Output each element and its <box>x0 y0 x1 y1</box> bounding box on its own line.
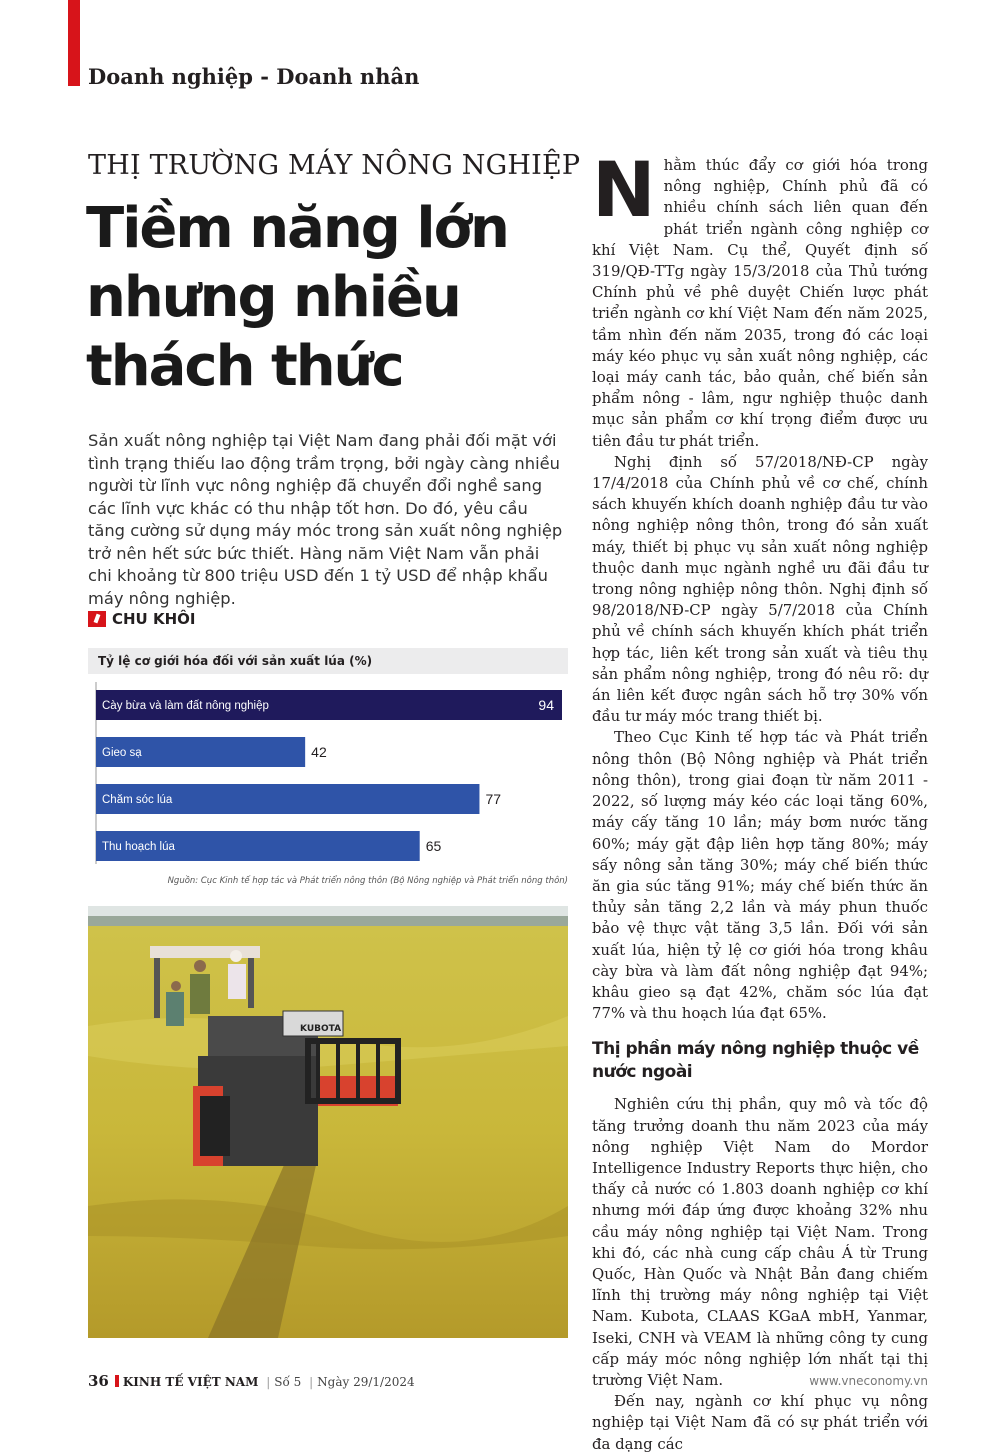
body-paragraph: Nhằm thúc đẩy cơ giới hóa trong nông nghiệp, Chính phủ đã có nhiều chính sách liên quan đến phát triển ngành công nghiệp cơ khí Việt Nam. Cụ thể, Quyết định số 319/QĐ-TTg ngày 15/3/2018 của Thủ tướng Chính phủ về phê duyệt Chiến lược phát triển ngành cơ khí Việt Nam đến năm 2025, tầm nhìn đến năm 2035, trong đó các loại máy kéo phục vụ sản xuất nông nghiệp, các loại máy canh tác, bảo quản, chế biến sản phẩm nông - lâm, ngư nghiệp thuộc danh mục sản phẩm cơ khí trọng điểm được ưu tiên đầu tư phát triển. <box>592 145 928 450</box>
chart-source: Nguồn: Cục Kinh tế hợp tác và Phát triển nông thôn (Bộ Nông nghiệp và Phát triển nông thôn) <box>167 876 568 886</box>
chart-title: Tỷ lệ cơ giới hóa đối với sản xuất lúa (%) <box>88 648 568 674</box>
body-paragraph: Đến nay, ngành cơ khí phục vụ nông nghiệp tại Việt Nam đã có sự phát triển với đa dạng các <box>592 1392 928 1453</box>
article-subheading: Thị phần máy nông nghiệp thuộc về nước ngoài <box>592 1039 919 1083</box>
chart-value-label: 42 <box>311 744 327 760</box>
article-kicker: THỊ TRƯỜNG MÁY NÔNG NGHIỆP <box>88 150 581 181</box>
article-lead: Sản xuất nông nghiệp tại Việt Nam đang phải đối mặt với tình trạng thiếu lao động trầm trọng, bởi ngày càng nhiều người từ lĩnh vực nông nghiệp đã chuyển đổi nghề sang các lĩnh vực khác có thu nhập tốt hơn. Do đó, yêu cầu tăng cường sử dụng máy móc trong sản xuất nông nghiệp trở nên hết sức bức thiết. Hàng năm Việt Nam vẫn phải chi khoảng từ 800 triệu USD đến 1 tỷ USD để nhập khẩu máy nông nghiệp. <box>88 431 563 608</box>
chart-category-label: Gieo sạ <box>102 747 142 759</box>
harvest-photo <box>88 906 568 1338</box>
article-headline <box>86 194 508 401</box>
chart-value-label: 94 <box>538 697 554 713</box>
author-byline <box>88 610 195 628</box>
magazine-name: KINH TẾ VIỆT NAM <box>122 1375 259 1389</box>
section-label: Doanh nghiệp - Doanh nhân <box>88 64 420 89</box>
headline-line: nhưng nhiều <box>86 265 460 330</box>
body-paragraph: Nghị định số 57/2018/NĐ-CP ngày 17/4/2018 của Chính phủ về cơ chế, chính sách khuyến khích doanh nghiệp đầu tư vào nông nghiệp nông thôn, trong đó sản xuất máy, thiết bị phục vụ sản xuất nông nghiệp thuộc danh mục ngành nghề ưu đãi đầu tư trong nông nghiệp nông thôn. Nghị định số 98/2018/NĐ-CP ngày 5/7/2018 của Chính phủ về chính sách khuyến khích phát triển hợp tác, liên kết trong sản xuất và tiêu thụ sản phẩm nông nghiệp, trong đó nêu rõ: dự án liên kết được ngân sách hỗ trợ 30% vốn đầu tư máy móc trang thiết bị. <box>592 452 928 726</box>
chart-value-label: 65 <box>425 838 442 854</box>
headline-line: thách thức <box>86 334 403 399</box>
headline-line: Tiềm năng lớn <box>86 196 508 261</box>
footer-accent <box>115 1375 119 1387</box>
article-body <box>592 145 928 1455</box>
body-paragraph: Theo Cục Kinh tế hợp tác và Phát triển nông thôn (Bộ Nông nghiệp và Phát triển nông thôn), trong giai đoạn từ năm 2011 - 2022, số lượng máy kéo các loại tăng 60%, máy cấy tăng 10 lần; máy bơm nước tăng 60%; máy gặt đập liên hợp tăng 80%; máy sấy nông sản tăng 30%; máy chế biến thức ăn gia súc tăng 91%; máy chế biến thức ăn thủy sản tăng 2,2 lần và máy phun thuốc bảo vệ thực vật tăng 3,5 lần. Đối với sản xuất lúa, hiện tỷ lệ cơ giới hóa trong khâu cày bừa và làm đất nông nghiệp đạt 94%; khâu gieo sạ đạt 42%, chăm sóc lúa đạt 77% và thu hoạch lúa đạt 65%. <box>592 728 928 1023</box>
page-number: 36 <box>88 1372 109 1390</box>
pen-icon <box>88 611 106 627</box>
page-footer: 36 KINH TẾ VIỆT NAM | Số 5 | Ngày 29/1/2024 www.vneconomy.vn <box>88 1372 928 1390</box>
section-accent-bar <box>68 0 80 86</box>
chart-category-label: Cày bừa và làm đất nông nghiệp <box>102 700 269 712</box>
website-link[interactable]: www.vneconomy.vn <box>809 1374 928 1388</box>
chart-value-label: 77 <box>485 791 502 807</box>
chart-plot <box>88 678 568 868</box>
drop-cap: N <box>592 145 656 234</box>
body-paragraph: Nghiên cứu thị phần, quy mô và tốc độ tăng trưởng doanh thu năm 2023 của máy nông nghiệp Việt Nam do Mordor Intelligence Industry Reports thực hiện, cho thấy cả nước có 1.803 doanh nghiệp cơ khí nhưng mới đáp ứng được khoảng 32% nhu cầu máy nông nghiệp tại Việt Nam. Trong khi đó, các nhà cung cấp châu Á từ Trung Quốc, Hàn Quốc và Nhật Bản đang chiếm lĩnh thị trường máy nông nghiệp tại Việt Nam. Kubota, CLAAS KGaA mbH, Yanmar, Iseki, CNH và VEAM là những công ty cung cấp máy móc nông nghiệp lớn nhất tại thị trường Việt Nam. <box>592 1095 928 1389</box>
issue-number: Số 5 <box>274 1375 302 1389</box>
author-name: CHU KHÔI <box>112 610 196 628</box>
chart-category-label: Chăm sóc lúa <box>102 794 173 806</box>
mechanization-chart <box>88 648 568 892</box>
issue-date: Ngày 29/1/2024 <box>317 1375 415 1389</box>
chart-category-label: Thu hoạch lúa <box>102 841 175 853</box>
machine-brand-label: KUBOTA <box>300 1024 342 1034</box>
